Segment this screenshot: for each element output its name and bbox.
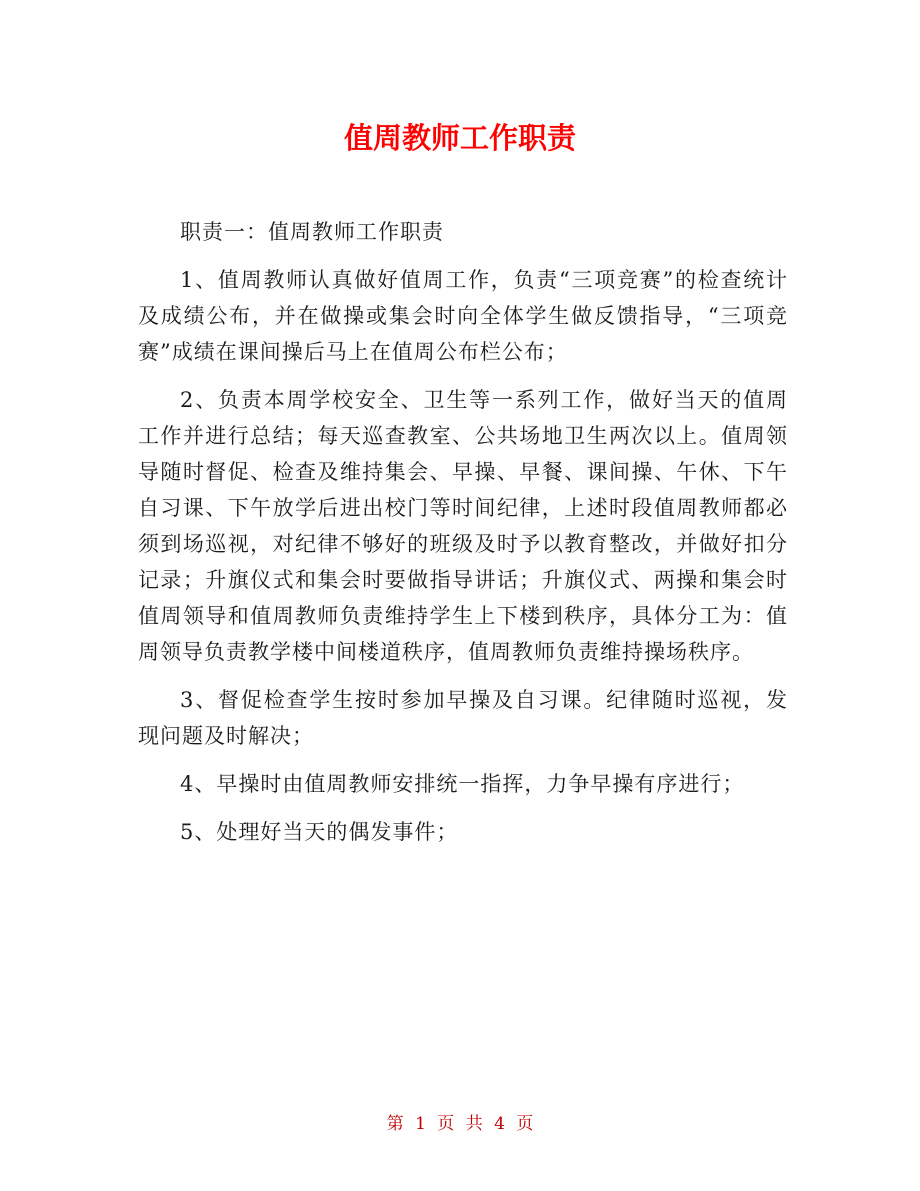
paragraph-item-3: 3、督促检查学生按时参加早操及自习课。纪律随时巡视，发现问题及时解决； (138, 688, 788, 748)
document-title: 值周教师工作职责 (343, 121, 576, 155)
paragraph-item-1: 1、值周教师认真做好值周工作，负责“三项竞赛”的检查统计及成绩公布，并在做操或集会时向全体学生做反馈指导，“三项竞赛”成绩在课间操后马上在值周公布栏公布； (138, 268, 788, 364)
paragraph-item-4: 4、早操时由值周教师安排统一指挥，力争早操有序进行； (180, 772, 745, 796)
paragraph-item-2: 2、负责本周学校安全、卫生等一系列工作，做好当天的值周工作并进行总结；每天巡查教室、公共场地卫生两次以上。值周领导随时督促、检查及维持集会、早操、早餐、课间操、午休、下午自习课、下午放学后进出校门等时间纪律，上述时段值周教师都必须到场巡视，对纪律不够好的班级及时予以教育整改，并做好扣分记录；升旗仪式和集会时要做指导讲话；升旗仪式、两操和集会时值周领导和值周教师负责维持学生上下楼到秩序，具体分工为：值周领导负责教学楼中间楼道秩序，值周教师负责维持操场秩序。 (138, 388, 788, 664)
paragraph-heading: 职责一：值周教师工作职责 (180, 220, 444, 244)
page-number-footer: 第 1 页 共 4 页 (386, 1114, 534, 1134)
document-body (138, 214, 788, 862)
paragraph-item-5: 5、处理好当天的偶发事件； (180, 820, 459, 844)
